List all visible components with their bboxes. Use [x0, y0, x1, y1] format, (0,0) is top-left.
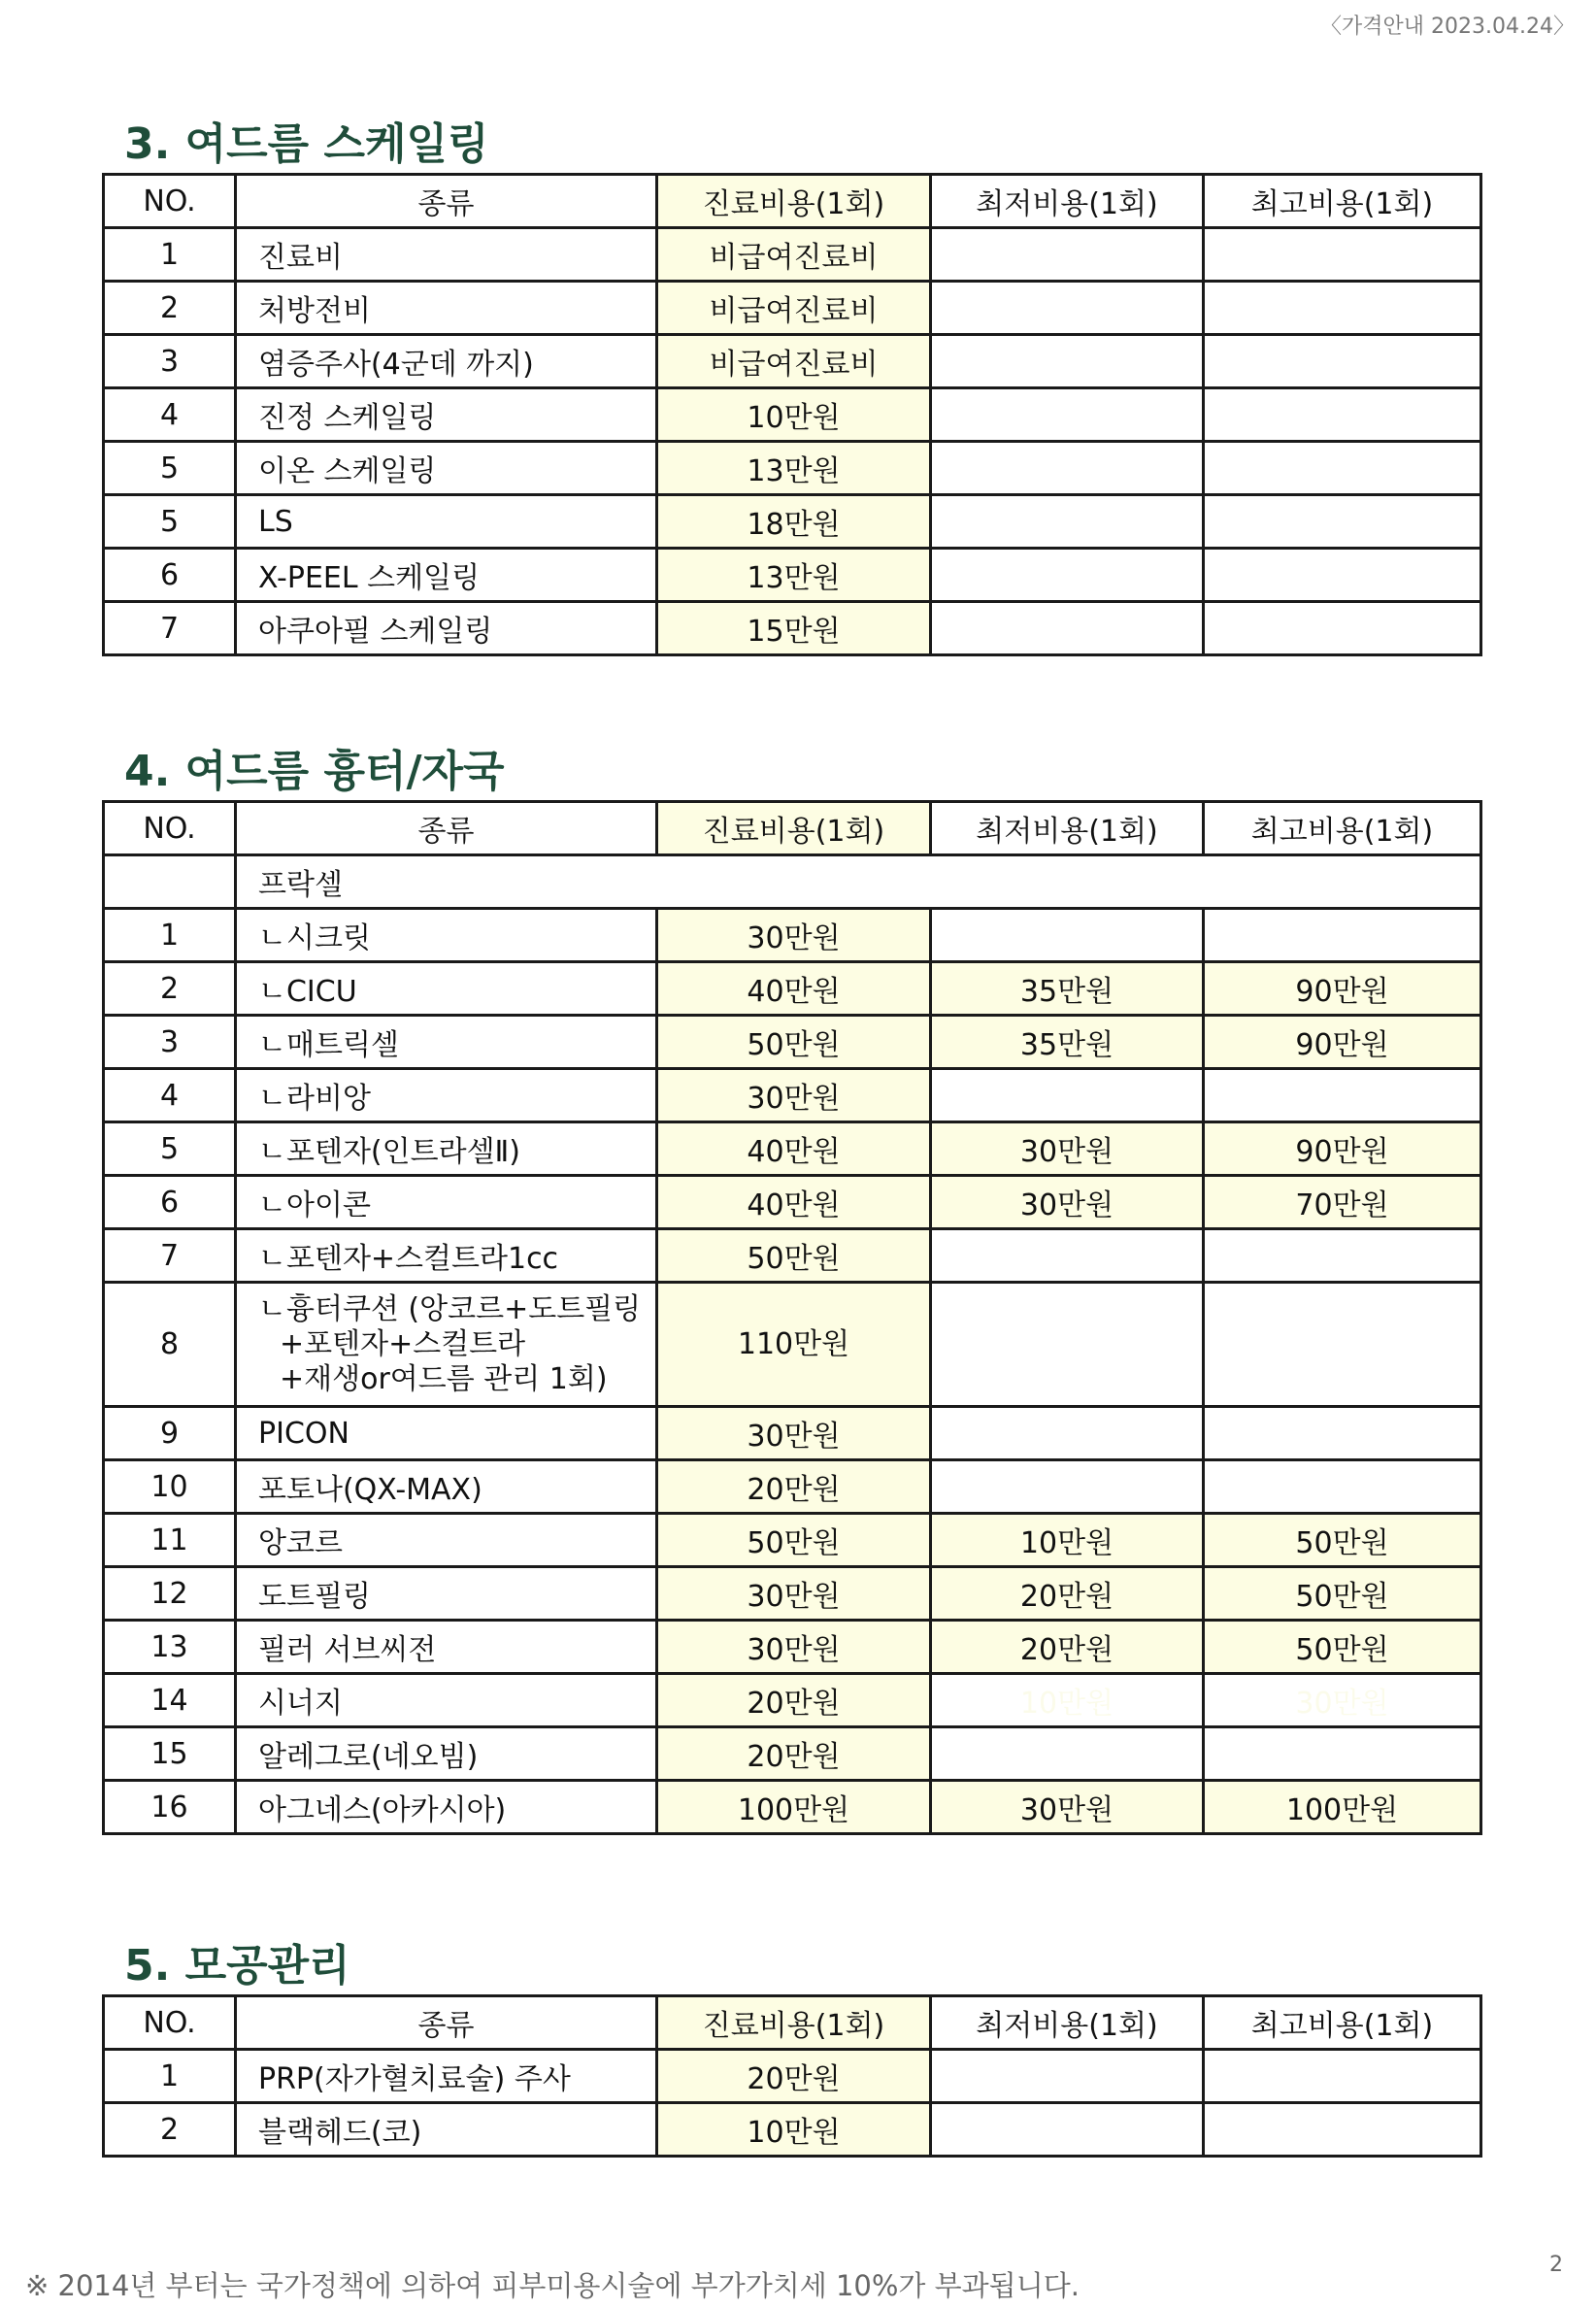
row-no-empty [104, 855, 236, 909]
row-no: 16 [104, 1781, 236, 1834]
row-no: 10 [104, 1460, 236, 1514]
row-max [1204, 1283, 1481, 1407]
row-min [931, 1727, 1204, 1781]
row-name: ㄴ라비앙 [236, 1069, 657, 1122]
row-fee: 20만원 [657, 1674, 931, 1727]
table-row [104, 2050, 1481, 2103]
table-row [104, 1674, 1481, 1727]
row-fee: 13만원 [657, 442, 931, 495]
header-type: 종류 [236, 802, 657, 855]
group-row-fraxel [104, 855, 1481, 909]
row-name: 처방전비 [236, 282, 657, 335]
row-no: 3 [104, 335, 236, 388]
header-min: 최저비용(1회) [931, 802, 1204, 855]
table-row [104, 228, 1481, 282]
row-min: 30만원 [931, 1781, 1204, 1834]
row-max: 90만원 [1204, 1016, 1481, 1069]
price-guide-date: 〈가격안내 2023.04.24〉 [1320, 15, 1575, 39]
header-fee: 진료비용(1회) [657, 175, 931, 228]
row-name: 시너지 [236, 1674, 657, 1727]
row-fee: 18만원 [657, 495, 931, 549]
row-name: ㄴ시크릿 [236, 909, 657, 962]
row-no: 7 [104, 602, 236, 655]
row-name: 진료비 [236, 228, 657, 282]
table-row [104, 909, 1481, 962]
row-name: 필러 서브씨전 [236, 1621, 657, 1674]
row-max: 50만원 [1204, 1514, 1481, 1567]
row-name: ㄴ포텐자(인트라셀Ⅱ) [236, 1122, 657, 1176]
row-min [931, 1407, 1204, 1460]
row-max [1204, 909, 1481, 962]
table-row [104, 1460, 1481, 1514]
row-fee: 50만원 [657, 1514, 931, 1567]
row-no: 5 [104, 495, 236, 549]
row-max: 90만원 [1204, 962, 1481, 1016]
table-row [104, 1781, 1481, 1834]
row-no: 5 [104, 442, 236, 495]
row-min: 20만원 [931, 1567, 1204, 1621]
row-min [931, 2050, 1204, 2103]
row-min: 35만원 [931, 962, 1204, 1016]
row-min: 35만원 [931, 1016, 1204, 1069]
row-no: 1 [104, 2050, 236, 2103]
row-name: PRP(자가혈치료술) 주사 [236, 2050, 657, 2103]
row-no: 15 [104, 1727, 236, 1781]
row-no: 1 [104, 909, 236, 962]
row-max [1204, 442, 1481, 495]
row-max [1204, 1229, 1481, 1283]
row-name: 아쿠아필 스케일링 [236, 602, 657, 655]
table-header-row [104, 802, 1481, 855]
row-name: 블랙헤드(코) [236, 2103, 657, 2157]
row-max [1204, 1069, 1481, 1122]
row-name: X-PEEL 스케일링 [236, 549, 657, 602]
row-fee: 110만원 [657, 1283, 931, 1407]
row-fee: 20만원 [657, 1727, 931, 1781]
header-max: 최고비용(1회) [1204, 1996, 1481, 2050]
row-min [931, 388, 1204, 442]
row-max [1204, 2103, 1481, 2157]
header-fee: 진료비용(1회) [657, 802, 931, 855]
header-type: 종류 [236, 175, 657, 228]
row-fee: 15만원 [657, 602, 931, 655]
row-min [931, 909, 1204, 962]
row-max [1204, 1407, 1481, 1460]
row-min [931, 335, 1204, 388]
row-min-faded: 10만원 [931, 1674, 1204, 1727]
header-no: NO. [104, 1996, 236, 2050]
row-fee: 20만원 [657, 2050, 931, 2103]
row-name: 앙코르 [236, 1514, 657, 1567]
row-no: 11 [104, 1514, 236, 1567]
row-name: 아그네스(아카시아) [236, 1781, 657, 1834]
row-fee: 10만원 [657, 388, 931, 442]
row-fee: 50만원 [657, 1229, 931, 1283]
row-fee: 30만원 [657, 1407, 931, 1460]
table-row [104, 1176, 1481, 1229]
row-fee: 10만원 [657, 2103, 931, 2157]
row-no: 5 [104, 1122, 236, 1176]
table-header-row [104, 1996, 1481, 2050]
row-min [931, 1229, 1204, 1283]
row-max [1204, 388, 1481, 442]
row-min: 30만원 [931, 1122, 1204, 1176]
row-max [1204, 335, 1481, 388]
row-max [1204, 602, 1481, 655]
row-fee: 50만원 [657, 1016, 931, 1069]
row-fee: 30만원 [657, 909, 931, 962]
row-max [1204, 2050, 1481, 2103]
row-no: 1 [104, 228, 236, 282]
table-row [104, 495, 1481, 549]
row-name-line: +재생or여드름 관리 1회) [280, 1361, 608, 1396]
row-max: 50만원 [1204, 1621, 1481, 1674]
header-min: 최저비용(1회) [931, 175, 1204, 228]
table-row [104, 442, 1481, 495]
row-max: 50만원 [1204, 1567, 1481, 1621]
row-no: 7 [104, 1229, 236, 1283]
row-max [1204, 549, 1481, 602]
row-fee: 100만원 [657, 1781, 931, 1834]
row-name: 염증주사(4군데 까지) [236, 335, 657, 388]
row-no: 13 [104, 1621, 236, 1674]
row-name: ㄴCICU [236, 962, 657, 1016]
header-max: 최고비용(1회) [1204, 175, 1481, 228]
row-fee: 20만원 [657, 1460, 931, 1514]
row-name: ㄴ포텐자+스컬트라1cc [236, 1229, 657, 1283]
row-fee: 40만원 [657, 1176, 931, 1229]
header-max: 최고비용(1회) [1204, 802, 1481, 855]
row-no: 2 [104, 282, 236, 335]
row-fee: 비급여진료비 [657, 228, 931, 282]
row-no: 8 [104, 1283, 236, 1407]
row-no: 3 [104, 1016, 236, 1069]
row-name: ㄴ아이콘 [236, 1176, 657, 1229]
table-row [104, 1567, 1481, 1621]
group-label: 프락셀 [236, 855, 1481, 909]
row-name: LS [236, 495, 657, 549]
row-fee: 30만원 [657, 1069, 931, 1122]
row-name-multiline [236, 1283, 657, 1407]
row-min [931, 2103, 1204, 2157]
header-no: NO. [104, 175, 236, 228]
row-no: 4 [104, 388, 236, 442]
row-no: 6 [104, 1176, 236, 1229]
row-min [931, 549, 1204, 602]
row-min [931, 1069, 1204, 1122]
row-fee: 40만원 [657, 962, 931, 1016]
row-no: 2 [104, 962, 236, 1016]
header-type: 종류 [236, 1996, 657, 2050]
page-number: 2 [1549, 2253, 1563, 2277]
table-row [104, 1229, 1481, 1283]
section-title-scars: 4. 여드름 흉터/자국 [124, 747, 505, 796]
header-fee: 진료비용(1회) [657, 1996, 931, 2050]
table-row [104, 1621, 1481, 1674]
pore-price-table [102, 1994, 1482, 2158]
table-row [104, 962, 1481, 1016]
table-row [104, 549, 1481, 602]
section-title-scaling: 3. 여드름 스케일링 [124, 119, 489, 169]
row-max: 90만원 [1204, 1122, 1481, 1176]
table-row [104, 1727, 1481, 1781]
scar-price-table [102, 800, 1482, 1835]
section-title-pores: 5. 모공관리 [124, 1941, 350, 1991]
row-name-line: ㄴ흉터쿠션 (앙코르+도트필링 [258, 1291, 642, 1326]
table-row [104, 1283, 1481, 1407]
row-min: 20만원 [931, 1621, 1204, 1674]
row-fee: 40만원 [657, 1122, 931, 1176]
row-no: 14 [104, 1674, 236, 1727]
row-fee: 비급여진료비 [657, 282, 931, 335]
row-min [931, 1460, 1204, 1514]
table-row [104, 388, 1481, 442]
table-row [104, 602, 1481, 655]
table-row [104, 2103, 1481, 2157]
table-row [104, 1069, 1481, 1122]
scaling-price-table [102, 173, 1482, 656]
header-min: 최저비용(1회) [931, 1996, 1204, 2050]
row-min [931, 282, 1204, 335]
row-name: PICON [236, 1407, 657, 1460]
row-min [931, 228, 1204, 282]
vat-footnote: ※ 2014년 부터는 국가정책에 의하여 피부미용시술에 부가가치세 10%가 부과됩니다. [25, 2269, 1080, 2302]
row-fee: 비급여진료비 [657, 335, 931, 388]
row-name-line: +포텐자+스컬트라 [280, 1326, 526, 1361]
row-min: 10만원 [931, 1514, 1204, 1567]
row-no: 4 [104, 1069, 236, 1122]
row-max [1204, 495, 1481, 549]
row-name: 포토나(QX-MAX) [236, 1460, 657, 1514]
row-name: 이온 스케일링 [236, 442, 657, 495]
row-max: 70만원 [1204, 1176, 1481, 1229]
row-min [931, 602, 1204, 655]
row-max [1204, 282, 1481, 335]
table-row [104, 1122, 1481, 1176]
row-min [931, 442, 1204, 495]
table-row [104, 1514, 1481, 1567]
row-name: ㄴ매트릭셀 [236, 1016, 657, 1069]
row-name: 도트필링 [236, 1567, 657, 1621]
table-row [104, 1407, 1481, 1460]
row-max: 100만원 [1204, 1781, 1481, 1834]
row-no: 12 [104, 1567, 236, 1621]
row-name: 진정 스케일링 [236, 388, 657, 442]
table-row [104, 1016, 1481, 1069]
row-fee: 30만원 [657, 1567, 931, 1621]
row-max [1204, 228, 1481, 282]
row-max [1204, 1727, 1481, 1781]
row-max [1204, 1460, 1481, 1514]
table-row [104, 282, 1481, 335]
row-min [931, 495, 1204, 549]
table-header-row [104, 175, 1481, 228]
row-no: 6 [104, 549, 236, 602]
row-fee: 30만원 [657, 1621, 931, 1674]
row-fee: 13만원 [657, 549, 931, 602]
table-row [104, 335, 1481, 388]
row-max-faded: 30만원 [1204, 1674, 1481, 1727]
row-no: 9 [104, 1407, 236, 1460]
row-no: 2 [104, 2103, 236, 2157]
row-name: 알레그로(네오빔) [236, 1727, 657, 1781]
row-min [931, 1283, 1204, 1407]
row-min: 30만원 [931, 1176, 1204, 1229]
header-no: NO. [104, 802, 236, 855]
